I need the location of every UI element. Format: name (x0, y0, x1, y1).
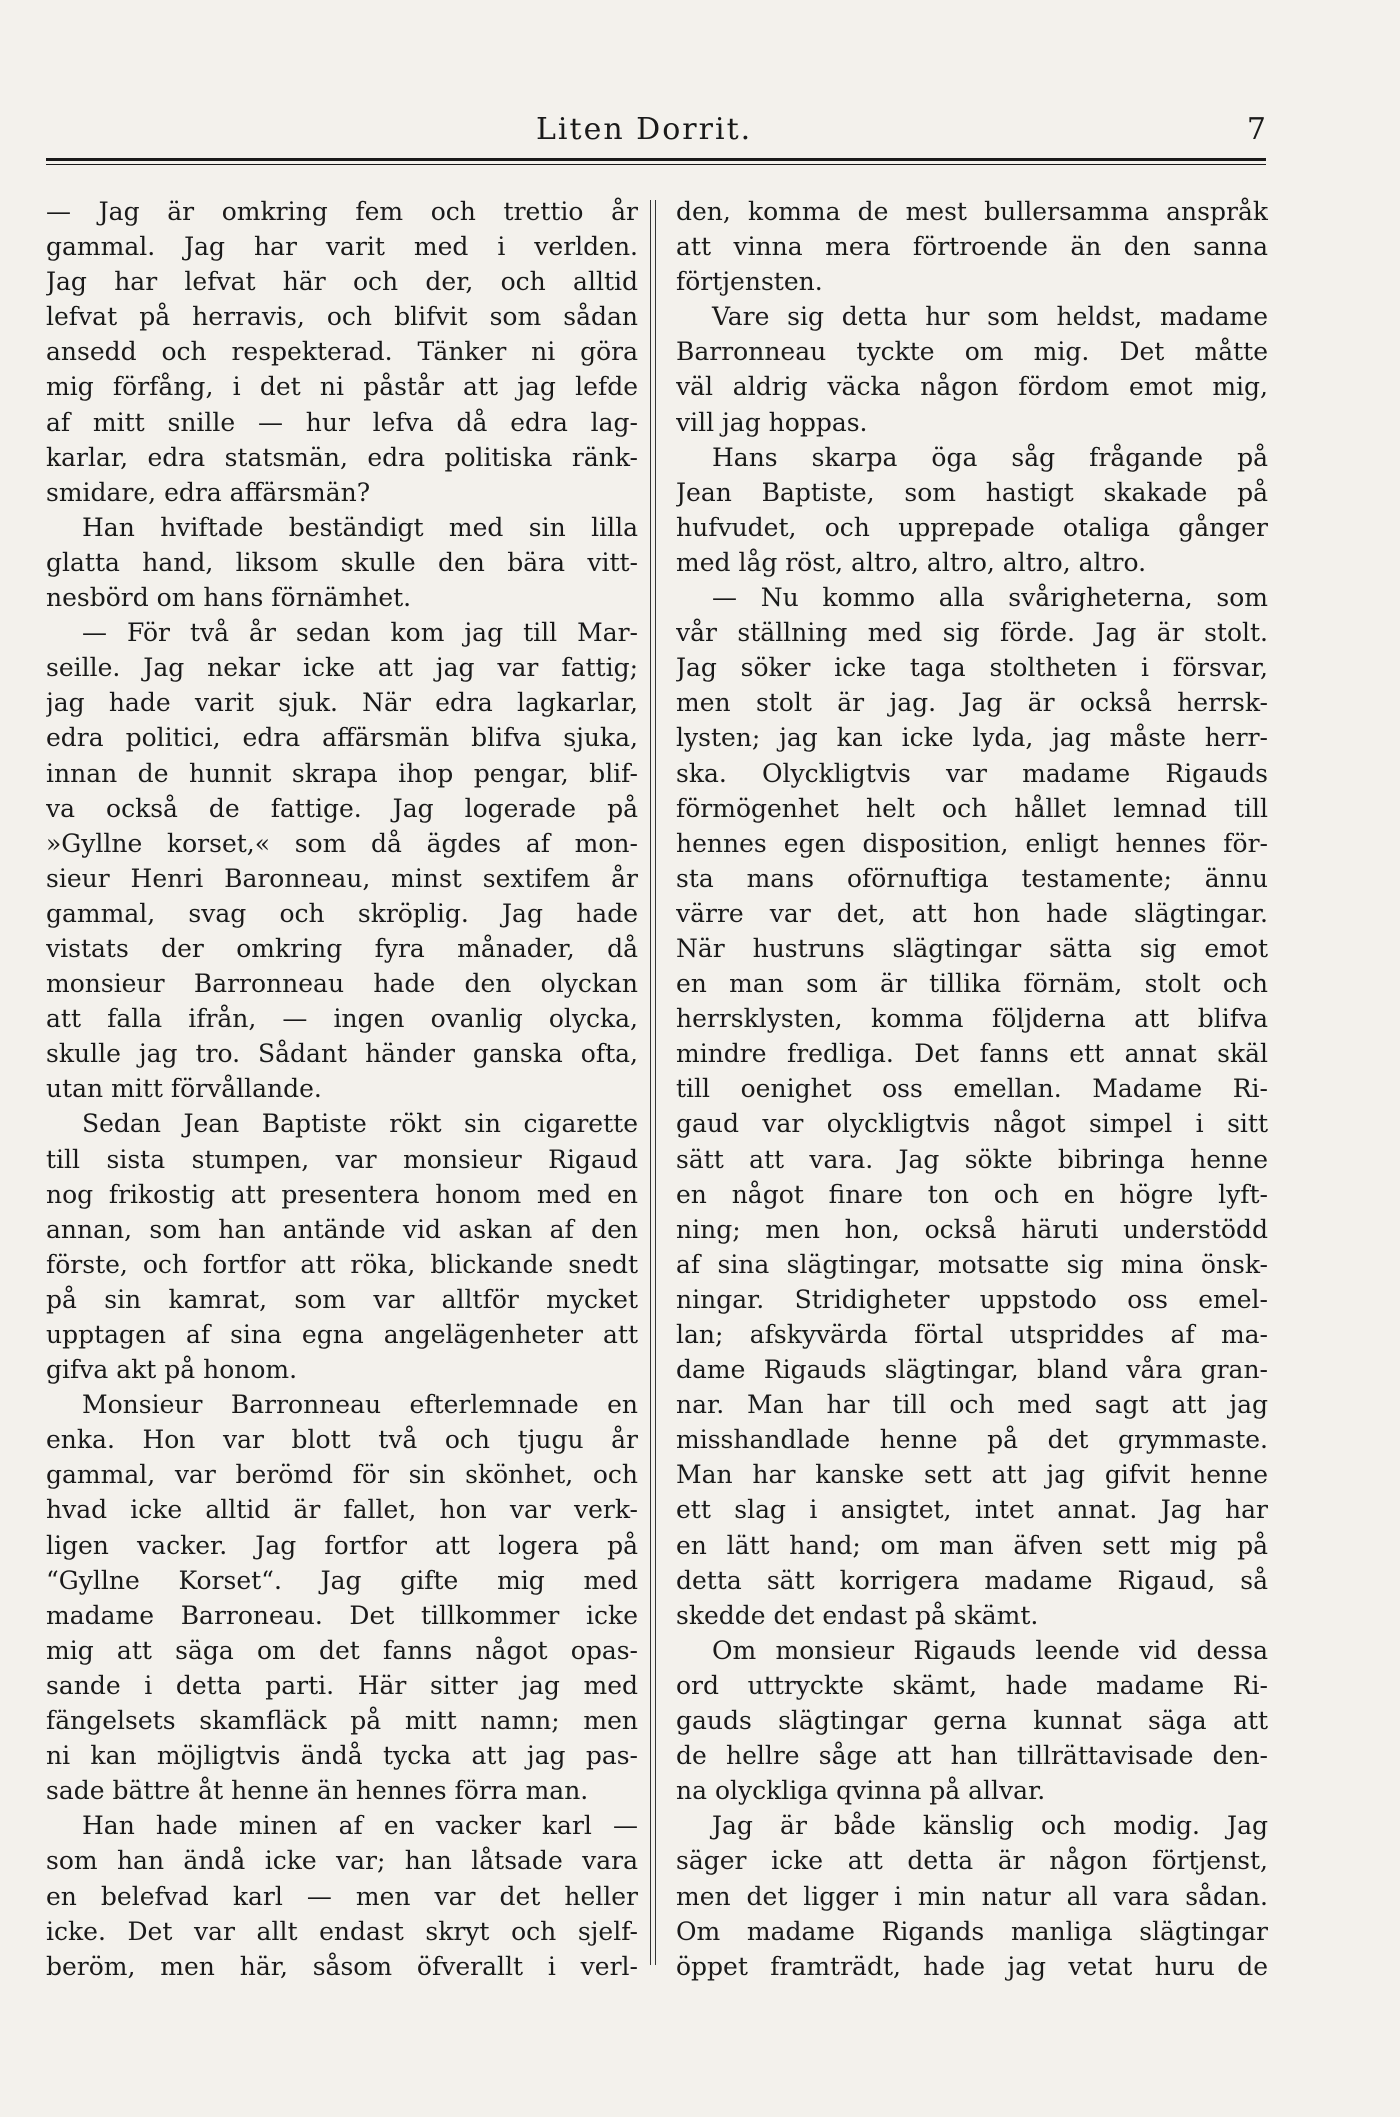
text-line: öppet framträdt, hade jag vetat huru de (676, 1951, 1268, 1981)
text-line: att vinna mera förtroende än den sanna (676, 232, 1268, 262)
text-line: sieur Henri Baronneau, minst sextifem år (46, 863, 638, 893)
text-line: gammal, var berömd för sin skönhet, och (46, 1460, 638, 1490)
text-line: Om madame Rigands manliga slägtingar (676, 1916, 1268, 1946)
text-line: förtjensten. (676, 267, 823, 297)
text-line: Sedan Jean Baptiste rökt sin cigarette (82, 1109, 638, 1139)
text-line: nesbörd om hans förnämhet. (46, 583, 412, 613)
text-line: af sina slägtingar, motsatte sig mina önsk- (676, 1249, 1268, 1279)
column-divider (655, 200, 656, 1965)
text-line: Han hviftade beständigt med sin lilla (82, 512, 638, 542)
text-line: en man som är tillika förnäm, stolt och (676, 969, 1268, 999)
text-line: på sin kamrat, som var alltför mycket (46, 1284, 638, 1314)
text-line: mig att säga om det fanns något opas- (46, 1635, 638, 1665)
column-divider (650, 200, 651, 1965)
text-line: na olyckliga qvinna på allvar. (676, 1776, 1046, 1806)
text-line: sta mans oförnuftiga testamente; ännu (676, 863, 1268, 893)
right-column (676, 194, 1268, 1984)
text-line: “Gyllne Korset“. Jag gifte mig med (46, 1565, 638, 1595)
left-column (46, 194, 638, 1984)
text-line: men stolt är jag. Jag är också herrsk- (676, 688, 1268, 718)
text-line: hennes egen disposition, enligt hennes för- (676, 828, 1268, 858)
text-line: men det ligger i min natur all vara sådan. (676, 1881, 1268, 1911)
text-line: en belefvad karl — men var det heller (46, 1881, 638, 1911)
text-line: Jag har lefvat här och der, och alltid (46, 267, 638, 297)
header-rule-thin (46, 164, 1266, 165)
text-line: vistats der omkring fyra månader, då (46, 933, 638, 963)
text-line: Han hade minen af en vacker karl — (82, 1811, 638, 1841)
text-line: herrsklysten, komma följderna att blifva (676, 1004, 1268, 1034)
text-line: gammal. Jag har varit med i verlden. (46, 232, 638, 262)
page-number: 7 (1246, 112, 1266, 147)
text-line: nar. Man har till och med sagt att jag (676, 1390, 1268, 1420)
text-line: monsieur Barronneau hade den olyckan (46, 969, 638, 999)
text-line: nog frikostig att presentera honom med en (46, 1179, 638, 1209)
text-line: »Gyllne korset,« som då ägdes af mon- (46, 828, 638, 858)
text-line: Jean Baptiste, som hastigt skakade på (676, 477, 1268, 507)
text-line: — För två år sedan kom jag till Mar- (82, 618, 638, 648)
text-line: va också de fattige. Jag logerade på (46, 793, 638, 823)
text-line: Monsieur Barronneau efterlemnade en (82, 1390, 638, 1420)
text-line: som han ändå icke var; han låtsade vara (46, 1846, 638, 1876)
text-line: gammal, svag och skröplig. Jag hade (46, 898, 638, 928)
text-line: smidare, edra affärsmän? (46, 477, 371, 507)
text-line: en något finare ton och en högre lyft- (676, 1179, 1268, 1209)
text-line: lysten; jag kan icke lyda, jag måste herr- (676, 723, 1268, 753)
text-line: med låg röst, altro, altro, altro, altro. (676, 547, 1147, 577)
text-line: När hustruns slägtingar sätta sig emot (676, 933, 1268, 963)
text-line: beröm, men här, såsom öfverallt i verl- (46, 1951, 638, 1981)
text-line: sande i detta parti. Här sitter jag med (46, 1670, 638, 1700)
text-line: gifva akt på honom. (46, 1355, 298, 1385)
text-line: fängelsets skamfläck på mitt namn; men (46, 1706, 638, 1736)
text-line: madame Barroneau. Det tillkommer icke (46, 1600, 638, 1630)
text-line: ett slag i ansigtet, intet annat. Jag har (676, 1495, 1268, 1525)
text-line: gaud var olyckligtvis något simpel i sitt (676, 1109, 1268, 1139)
text-line: värre var det, att hon hade slägtingar. (676, 898, 1268, 928)
text-line: Jag söker icke taga stoltheten i försvar, (676, 653, 1268, 683)
text-line: lefvat på herravis, och blifvit som sådan (46, 302, 638, 332)
text-line: Hans skarpa öga såg frågande på (712, 442, 1268, 472)
text-line: till sista stumpen, var monsieur Rigaud (46, 1144, 638, 1174)
text-line: Jag är både känslig och modig. Jag (712, 1811, 1268, 1841)
text-line: väl aldrig väcka någon fördom emot mig, (676, 372, 1268, 402)
text-line: upptagen af sina egna angelägenheter att (46, 1320, 638, 1349)
text-line: innan de hunnit skrapa ihop pengar, blif- (46, 758, 638, 788)
text-line: — Nu kommo alla svårigheterna, som (712, 583, 1268, 613)
text-line: skulle jag tro. Sådant händer ganska ofta, (46, 1039, 638, 1069)
text-line: en lätt hand; om man äfven sett mig på (676, 1530, 1268, 1560)
text-line: ning; men hon, också häruti understödd (676, 1214, 1268, 1244)
text-line: — Jag är omkring fem och trettio år (46, 197, 638, 226)
text-line: Man har kanske sett att jag gifvit henne (676, 1460, 1268, 1490)
text-line: ord uttryckte skämt, hade madame Ri- (676, 1670, 1268, 1700)
text-line: edra politici, edra affärsmän blifva sjuka, (46, 723, 638, 753)
text-line: till oenighet oss emellan. Madame Ri- (676, 1074, 1268, 1104)
text-line: misshandlade henne på det grymmaste. (676, 1425, 1268, 1455)
text-line: vill jag hoppas. (676, 407, 868, 437)
text-line: vår ställning med sig förde. Jag är stolt. (676, 618, 1268, 648)
text-line: utan mitt förvållande. (46, 1074, 322, 1104)
text-line: ansedd och respekterad. Tänker ni göra (46, 337, 638, 367)
text-line: sade bättre åt henne än hennes förra man. (46, 1776, 589, 1806)
text-line: glatta hand, liksom skulle den bära vitt- (46, 547, 638, 577)
text-line: skedde det endast på skämt. (676, 1600, 1039, 1630)
text-line: lan; afskyvärda förtal utspriddes af ma- (676, 1320, 1268, 1349)
text-line: karlar, edra statsmän, edra politiska ränk- (46, 442, 638, 472)
page-header (46, 112, 1266, 156)
text-line: Barronneau tyckte om mig. Det måtte (676, 337, 1268, 367)
text-line: hufvudet, och upprepade otaliga gånger (676, 512, 1268, 542)
text-line: de hellre såge att han tillrättavisade den- (676, 1741, 1268, 1771)
text-line: detta sätt korrigera madame Rigaud, så (676, 1565, 1268, 1595)
text-line: ligen vacker. Jag fortfor att logera på (46, 1530, 638, 1560)
text-line: att falla ifrån, — ingen ovanlig olycka, (46, 1004, 638, 1034)
text-line: dame Rigauds slägtingar, bland våra gran- (676, 1355, 1268, 1385)
text-line: ska. Olyckligtvis var madame Rigauds (676, 758, 1268, 788)
text-line: gauds slägtingar gerna kunnat säga att (676, 1706, 1268, 1736)
text-line: förmögenhet helt och hållet lemnad till (676, 793, 1268, 823)
text-line: hvad icke alltid är fallet, hon var verk- (46, 1495, 638, 1525)
text-line: annan, som han antände vid askan af den (46, 1214, 638, 1244)
text-line: af mitt snille — hur lefva då edra lag- (46, 407, 638, 437)
text-line: Om monsieur Rigauds leende vid dessa (712, 1635, 1268, 1665)
text-line: Vare sig detta hur som heldst, madame (712, 302, 1268, 332)
text-line: enka. Hon var blott två och tjugu år (46, 1425, 638, 1455)
text-line: seille. Jag nekar icke att jag var fattig; (46, 653, 638, 683)
text-line: ni kan möjligtvis ändå tycka att jag pas- (46, 1741, 638, 1771)
text-line: sätt att vara. Jag sökte bibringa henne (676, 1144, 1268, 1174)
text-line: mig förfång, i det ni påstår att jag lefde (46, 372, 638, 402)
header-rule-thick (46, 158, 1266, 161)
text-line: säger icke att detta är någon förtjenst, (676, 1846, 1268, 1876)
text-line: jag hade varit sjuk. När edra lagkarlar, (46, 688, 638, 718)
text-line: mindre fredliga. Det fanns ett annat skäl (676, 1039, 1268, 1069)
text-line: icke. Det var allt endast skryt och sjelf- (46, 1916, 638, 1946)
running-title: Liten Dorrit. (536, 112, 753, 147)
text-line: förste, och fortfor att röka, blickande snedt (46, 1249, 638, 1279)
text-line: ningar. Stridigheter uppstodo oss emel- (676, 1284, 1268, 1314)
text-line: den, komma de mest bullersamma anspråk (676, 197, 1268, 226)
